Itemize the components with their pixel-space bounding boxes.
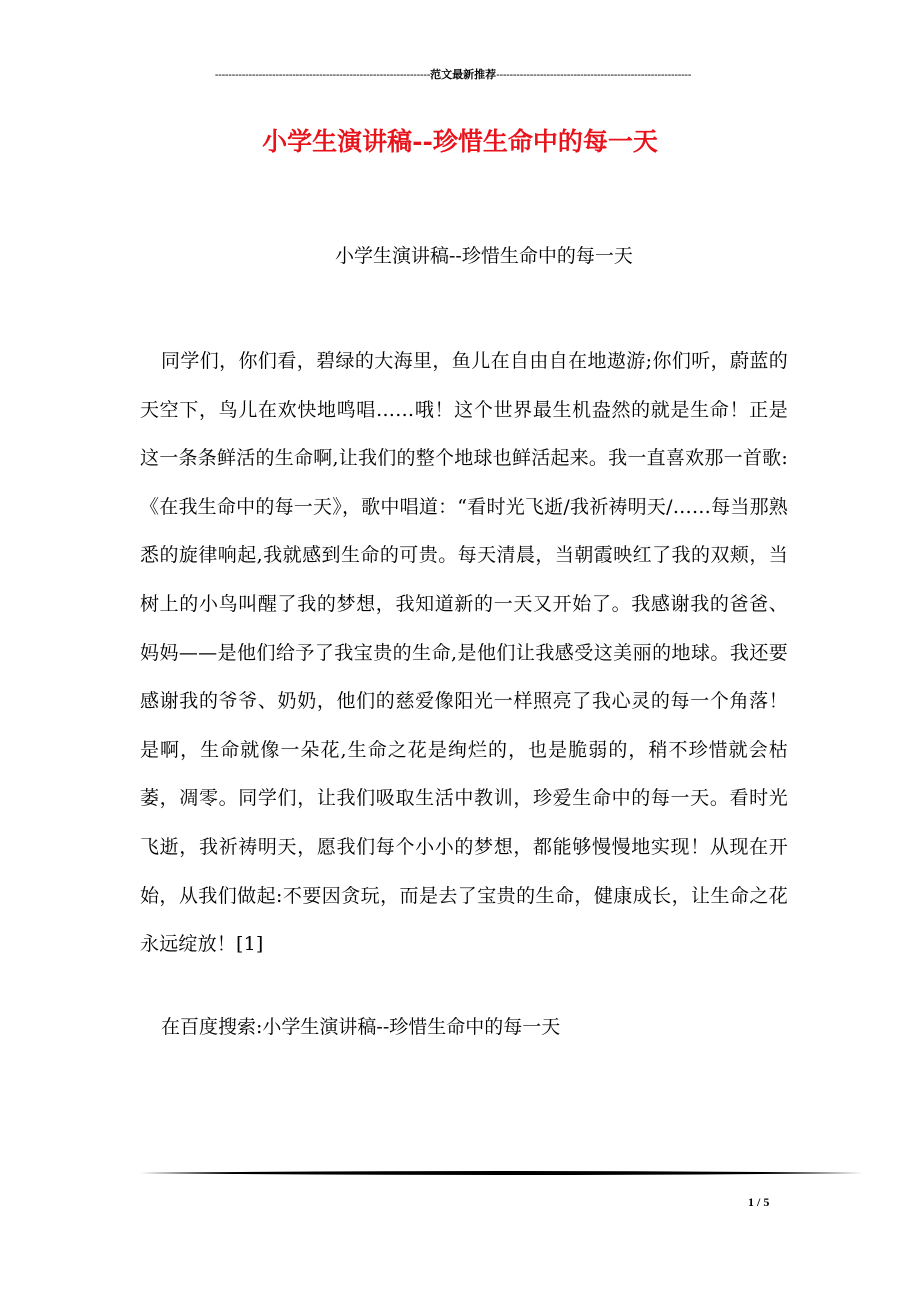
header-left-dashes: ---------------------------------------------------------------- bbox=[214, 69, 431, 81]
footer-rule bbox=[140, 1168, 863, 1178]
header-right-dashes: ---------------------------------------------------------- bbox=[496, 69, 692, 81]
search-line: 在百度搜索:小学生演讲稿--珍惜生命中的每一天 bbox=[161, 1016, 561, 1038]
page-header bbox=[140, 68, 766, 82]
document-subtitle: 小学生演讲稿--珍惜生命中的每一天 bbox=[335, 245, 633, 267]
body-paragraph: 同学们，你们看，碧绿的大海里，鱼儿在自由自在地遨游;你们听，蔚蓝的天空下，鸟儿在欢快地鸣唱……哦！这个世界最生机盎然的就是生命！正是这一条条鲜活的生命啊,让我们的整个地球也鲜活起来。我一直喜欢那一首歌:《在我生命中的每一天》，歌中唱道：“看时光飞逝/我祈祷明天/……每当那熟悉的旋律响起,我就感到生命的可贵。每天清晨，当朝霞映红了我的双颊，当树上的小鸟叫醒了我的梦想，我知道新的一天又开始了。我感谢我的爸爸、妈妈——是他们给予了我宝贵的生命,是他们让我感受这美丽的地球。我还要感谢我的爷爷、奶奶，他们的慈爱像阳光一样照亮了我心灵的每一个角落！是啊，生命就像一朵花,生命之花是绚烂的，也是脆弱的，稍不珍惜就会枯萎，凋零。同学们，让我们吸取生活中教训，珍爱生命中的每一天。看时光飞逝，我祈祷明天，愿我们每个小小的梦想，都能够慢慢地实现！从现在开始，从我们做起:不要因贪玩，而是去了宝贵的生命，健康成长，让生命之花永远绽放！[1] bbox=[140, 350, 788, 956]
page-number: 1 / 5 bbox=[748, 1195, 770, 1209]
header-label: 范文最新推荐 bbox=[430, 69, 497, 81]
document-title: 小学生演讲稿--珍惜生命中的每一天 bbox=[262, 127, 658, 156]
